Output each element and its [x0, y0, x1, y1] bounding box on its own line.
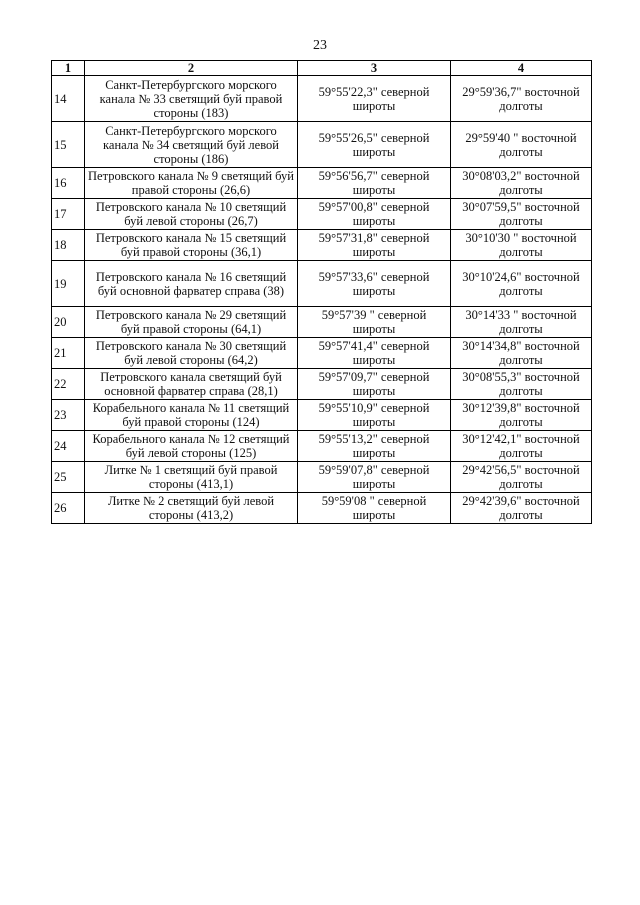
longitude: 30°12'42,1" восточной долготы	[451, 431, 592, 462]
latitude: 59°59'08 " северной широты	[298, 493, 451, 524]
row-number: 22	[52, 369, 85, 400]
buoy-name: Петровского канала № 16 светящий буй основной фарватер справа (38)	[85, 261, 298, 307]
table-row	[52, 307, 592, 338]
latitude: 59°57'41,4" северной широты	[298, 338, 451, 369]
row-number: 21	[52, 338, 85, 369]
table-header-row	[52, 61, 592, 76]
longitude: 30°10'24,6" восточной долготы	[451, 261, 592, 307]
latitude: 59°57'31,8" северной широты	[298, 230, 451, 261]
longitude: 30°07'59,5" восточной долготы	[451, 199, 592, 230]
row-number: 24	[52, 431, 85, 462]
table-row	[52, 199, 592, 230]
buoy-name: Петровского канала № 29 светящий буй правой стороны (64,1)	[85, 307, 298, 338]
longitude: 30°08'03,2" восточной долготы	[451, 168, 592, 199]
table-row	[52, 168, 592, 199]
buoy-name: Санкт-Петербургского морского канала № 33 светящий буй правой стороны (183)	[85, 76, 298, 122]
buoy-name: Петровского канала № 10 светящий буй левой стороны (26,7)	[85, 199, 298, 230]
buoy-name: Петровского канала № 30 светящий буй левой стороны (64,2)	[85, 338, 298, 369]
table-row	[52, 261, 592, 307]
latitude: 59°59'07,8" северной широты	[298, 462, 451, 493]
longitude: 29°59'36,7" восточной долготы	[451, 76, 592, 122]
column-header-1: 1	[52, 61, 85, 76]
longitude: 30°10'30 " восточной долготы	[451, 230, 592, 261]
table-row	[52, 122, 592, 168]
latitude: 59°55'26,5" северной широты	[298, 122, 451, 168]
table-row	[52, 431, 592, 462]
latitude: 59°57'09,7" северной широты	[298, 369, 451, 400]
longitude: 29°42'56,5" восточной долготы	[451, 462, 592, 493]
longitude: 30°14'33 " восточной долготы	[451, 307, 592, 338]
row-number: 15	[52, 122, 85, 168]
buoy-name: Санкт-Петербургского морского канала № 34 светящий буй левой стороны (186)	[85, 122, 298, 168]
column-header-3: 3	[298, 61, 451, 76]
longitude: 29°59'40 " восточной долготы	[451, 122, 592, 168]
coordinates-table	[51, 60, 592, 524]
column-header-4: 4	[451, 61, 592, 76]
page-number: 23	[313, 38, 327, 53]
table-row	[52, 76, 592, 122]
buoy-name: Петровского канала № 9 светящий буй правой стороны (26,6)	[85, 168, 298, 199]
column-header-2: 2	[85, 61, 298, 76]
latitude: 59°57'39 " северной широты	[298, 307, 451, 338]
row-number: 18	[52, 230, 85, 261]
buoy-name: Петровского канала № 15 светящий буй правой стороны (36,1)	[85, 230, 298, 261]
row-number: 23	[52, 400, 85, 431]
longitude: 30°12'39,8" восточной долготы	[451, 400, 592, 431]
buoy-name: Литке № 1 светящий буй правой стороны (413,1)	[85, 462, 298, 493]
buoy-name: Корабельного канала № 11 светящий буй правой стороны (124)	[85, 400, 298, 431]
longitude: 30°08'55,3" восточной долготы	[451, 369, 592, 400]
row-number: 19	[52, 261, 85, 307]
row-number: 17	[52, 199, 85, 230]
latitude: 59°55'10,9" северной широты	[298, 400, 451, 431]
row-number: 25	[52, 462, 85, 493]
table-row	[52, 369, 592, 400]
row-number: 26	[52, 493, 85, 524]
longitude: 29°42'39,6" восточной долготы	[451, 493, 592, 524]
latitude: 59°56'56,7" северной широты	[298, 168, 451, 199]
row-number: 16	[52, 168, 85, 199]
row-number: 14	[52, 76, 85, 122]
latitude: 59°55'13,2" северной широты	[298, 431, 451, 462]
table-row	[52, 338, 592, 369]
buoy-name: Петровского канала светящий буй основной фарватер справа (28,1)	[85, 369, 298, 400]
table-row	[52, 462, 592, 493]
buoy-name: Корабельного канала № 12 светящий буй левой стороны (125)	[85, 431, 298, 462]
row-number: 20	[52, 307, 85, 338]
table-row	[52, 493, 592, 524]
table-row	[52, 400, 592, 431]
latitude: 59°57'00,8" северной широты	[298, 199, 451, 230]
latitude: 59°55'22,3" северной широты	[298, 76, 451, 122]
table-row	[52, 230, 592, 261]
longitude: 30°14'34,8" восточной долготы	[451, 338, 592, 369]
buoy-name: Литке № 2 светящий буй левой стороны (413,2)	[85, 493, 298, 524]
latitude: 59°57'33,6" северной широты	[298, 261, 451, 307]
